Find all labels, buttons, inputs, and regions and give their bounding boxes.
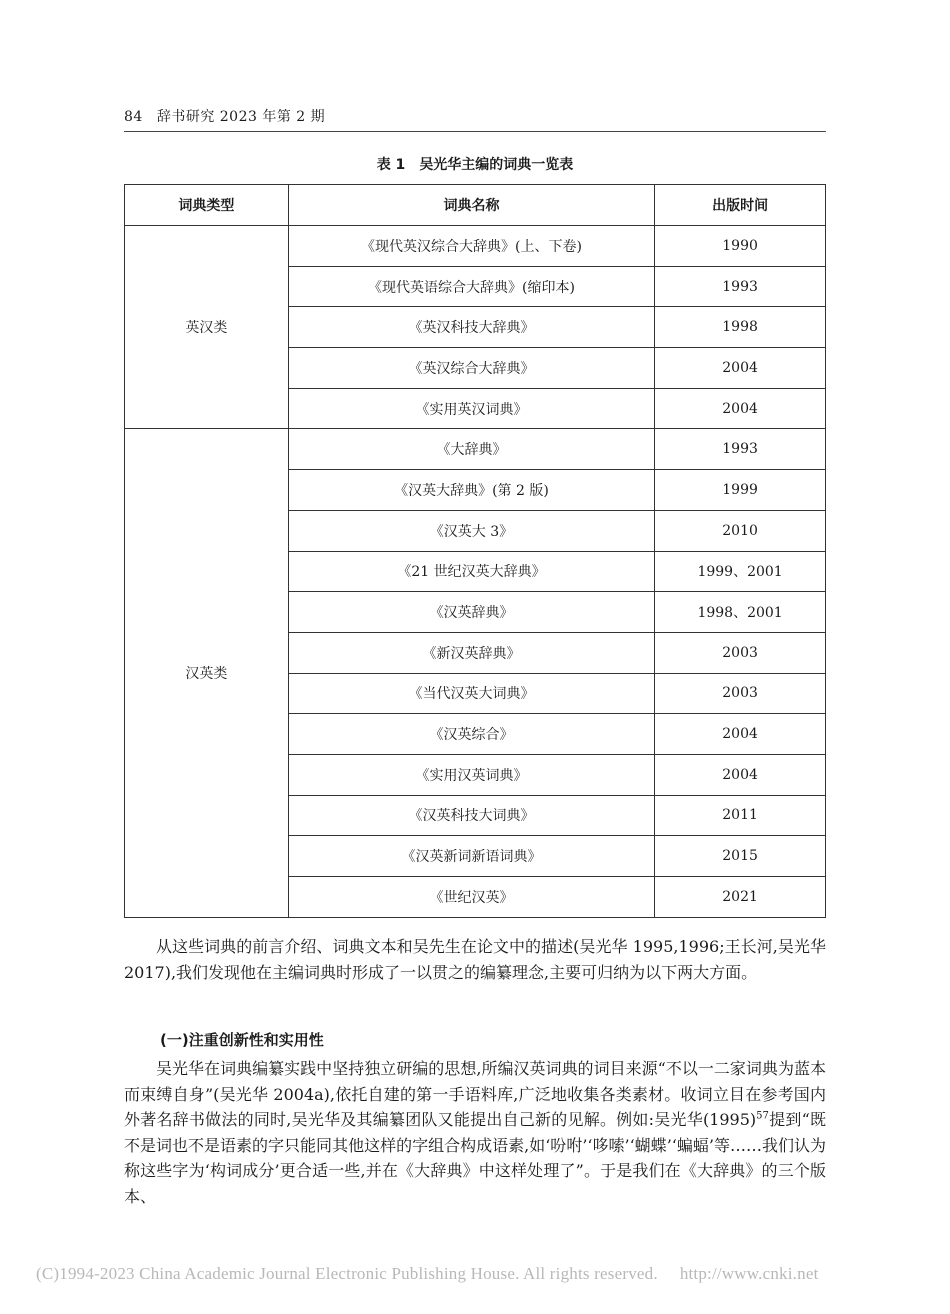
dictionary-name-cell: 《21 世纪汉英大辞典》 [288,551,654,592]
dictionary-table [124,184,826,918]
dictionary-type-cell: 英汉类 [125,226,289,429]
paragraph-text-part2: 提到“既不是词也不是语素的字只能同其他这样的字组合构成语素,如‘吩咐’‘哆嗦’‘蝴蝶’‘蝙蝠’等……我们认为称这些字为‘构词成分’更合适一些,并在《大辞典》中这样处理了”。于是我们在《大辞典》的三个版本、 [124,1110,826,1206]
paragraph-text-part1: 吴光华在词典编纂实践中坚持独立研编的思想,所编汉英词典的词目来源“不以一二家词典为蓝本而束缚自身”(吴光华 2004a),依托自建的第一手语料库,广泛地收集各类素材。收词立目在参考国内外著名辞书做法的同时,吴光华及其编纂团队又能提出自己新的见解。例如:吴光华(1995) [124,1059,826,1129]
publication-year-cell: 2010 [655,510,826,551]
table-row [125,429,826,470]
dictionary-name-cell: 《英汉科技大辞典》 [288,307,654,348]
column-header: 词典类型 [125,185,289,226]
publication-year-cell: 2003 [655,632,826,673]
publication-year-cell: 1998 [655,307,826,348]
publication-year-cell: 1999、2001 [655,551,826,592]
dictionary-name-cell: 《实用汉英词典》 [288,754,654,795]
dictionary-type-cell: 汉英类 [125,429,289,917]
copyright-text: (C)1994-2023 China Academic Journal Electronic Publishing House. All rights reserved. [36,1264,658,1283]
dictionary-name-cell: 《汉英辞典》 [288,592,654,633]
page-number: 84 [124,109,143,125]
section-title: (一)注重创新性和实用性 [160,1031,324,1049]
footer-url: http://www.cnki.net [679,1264,819,1283]
publication-year-cell: 2004 [655,388,826,429]
citation-page: 57 [756,1110,769,1122]
dictionary-name-cell: 《实用英汉词典》 [288,388,654,429]
publication-year-cell: 2011 [655,795,826,836]
publication-year-cell: 1999 [655,470,826,511]
dictionary-name-cell: 《英汉综合大辞典》 [288,348,654,389]
dictionary-name-cell: 《汉英大 3》 [288,510,654,551]
paragraph-text: 从这些词典的前言介绍、词典文本和吴先生在论文中的描述(吴光华 1995,1996;王长河,吴光华 2017),我们发现他在主编词典时形成了一以贯之的编纂理念,主要可归纳为以下两大方面。 [124,937,826,982]
running-header [124,106,826,126]
publication-year-cell: 2015 [655,836,826,877]
publication-year-cell: 1990 [655,226,826,267]
dictionary-name-cell: 《汉英科技大词典》 [288,795,654,836]
journal-title: 辞书研究 2023 年第 2 期 [156,109,326,125]
dictionary-name-cell: 《现代英汉综合大辞典》(上、下卷) [288,226,654,267]
paragraph-text [124,1056,826,1209]
publication-year-cell: 2004 [655,348,826,389]
dictionary-name-cell: 《汉英综合》 [288,714,654,755]
dictionary-name-cell: 《新汉英辞典》 [288,632,654,673]
publication-year-cell: 2004 [655,714,826,755]
publication-year-cell: 1993 [655,429,826,470]
table-header-row [125,185,826,226]
table-row [125,226,826,267]
dictionary-name-cell: 《大辞典》 [288,429,654,470]
dictionary-name-cell: 《汉英大辞典》(第 2 版) [288,470,654,511]
publication-year-cell: 1993 [655,266,826,307]
publication-year-cell: 2021 [655,877,826,918]
table-caption-title: 吴光华主编的词典一览表 [419,157,574,173]
publication-year-cell: 1998、2001 [655,592,826,633]
header-rule [124,131,826,132]
dictionary-name-cell: 《当代汉英大词典》 [288,673,654,714]
paragraph-1 [124,934,826,985]
column-header: 出版时间 [655,185,826,226]
publication-year-cell: 2003 [655,673,826,714]
paragraph-2 [124,1056,826,1209]
dictionary-name-cell: 《现代英语综合大辞典》(缩印本) [288,266,654,307]
copyright-footer [36,1264,916,1284]
table-caption [124,154,826,174]
dictionary-name-cell: 《汉英新词新语词典》 [288,836,654,877]
column-header: 词典名称 [288,185,654,226]
table-caption-number: 表 1 [376,157,406,173]
dictionary-name-cell: 《世纪汉英》 [288,877,654,918]
publication-year-cell: 2004 [655,754,826,795]
